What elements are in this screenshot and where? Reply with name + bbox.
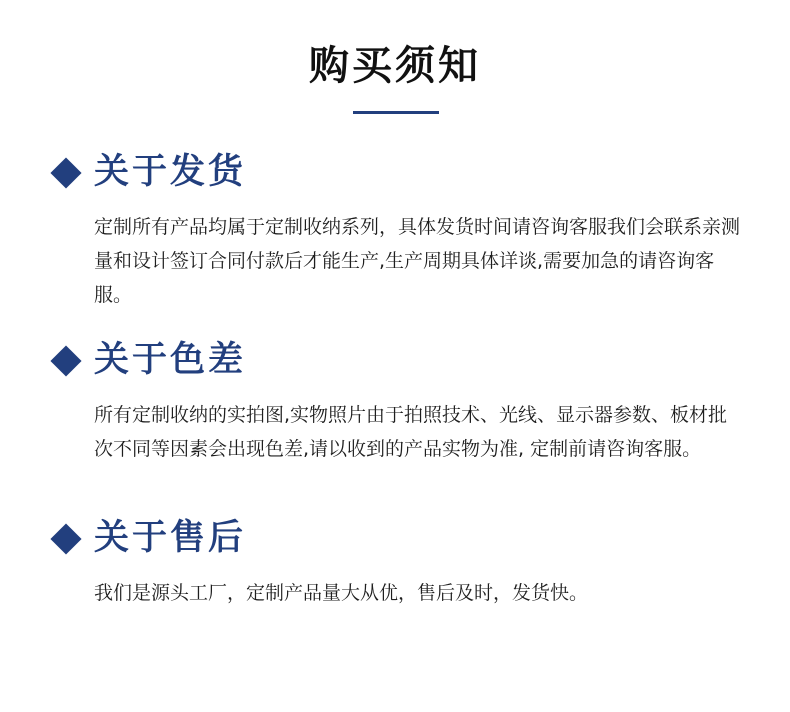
- section-heading: 关于发货: [94, 152, 247, 192]
- section-body: 定制所有产品均属于定制收纳系列，具体发货时间请咨询客服我们会联系亲测量和设计签订合同付款后才能生产,生产周期具体详谈,需要加急的请咨询客服。: [94, 216, 741, 306]
- title-underline: [353, 111, 439, 114]
- section-header: [50, 336, 750, 384]
- section-after-sales: [50, 514, 750, 610]
- section-header: [50, 514, 750, 562]
- section-color-difference: [50, 336, 750, 466]
- diamond-icon: [50, 523, 81, 554]
- diamond-icon: [50, 345, 81, 376]
- section-body: 所有定制收纳的实拍图,实物照片由于拍照技术、光线、显示器参数、板材批次不同等因素会出现色差,请以收到的产品实物为准, 定制前请咨询客服。: [94, 404, 728, 460]
- page-title: 购买须知: [309, 43, 481, 89]
- section-heading: 关于售后: [94, 518, 247, 558]
- section-heading: 关于色差: [94, 340, 247, 380]
- section-body: 我们是源头工厂，定制产品量大从优，售后及时，发货快。: [94, 582, 589, 604]
- section-shipping: [50, 148, 750, 312]
- diamond-icon: [50, 157, 81, 188]
- section-header: [50, 148, 750, 196]
